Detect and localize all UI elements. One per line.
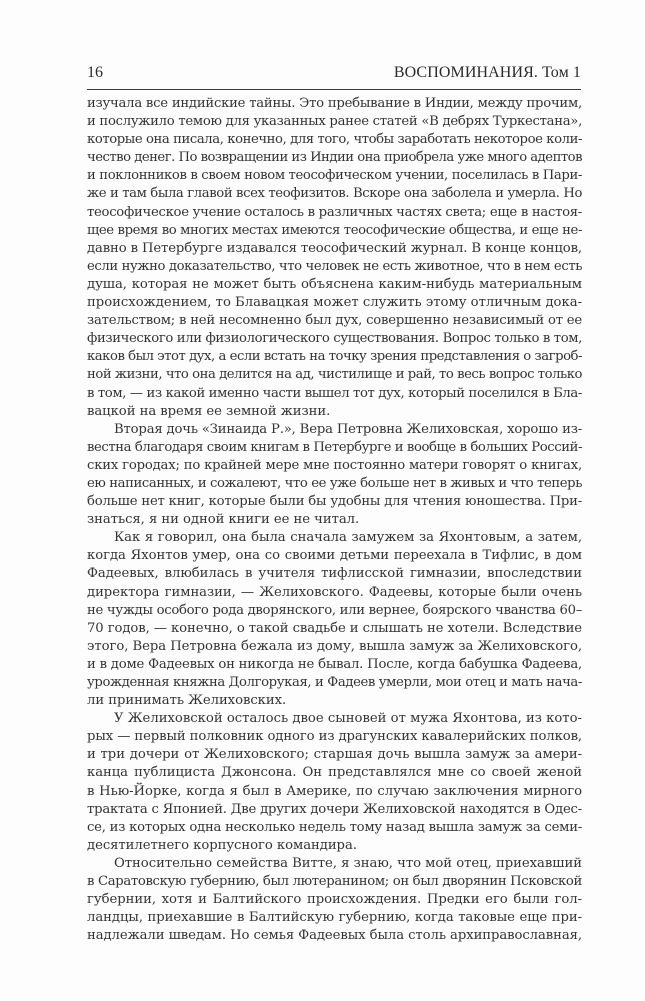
- text-line: же и там была главой всех теофизитов. Вскоре она заболела и умерла. Но: [87, 186, 583, 202]
- text-line: директора гимназии, — Желиховского. Фадеевы, которые были очень: [87, 584, 582, 600]
- paragraph: [87, 529, 582, 710]
- text-line: которые она писала, конечно, для того, чтобы заработать некоторое коли-: [87, 132, 582, 148]
- text-line: ной жизни, что она делится на ад, чистилище и рай, то весь вопрос только: [87, 367, 583, 383]
- book-title-text: ВОСПОМИНАНИЯ.: [393, 64, 538, 81]
- text-line: и три дочери от Желиховского; старшая дочь вышла замуж за амери-: [87, 747, 582, 763]
- text-line: и в доме Фадеевых он никогда не бывал. После, когда бабушка Фадеева,: [87, 656, 583, 672]
- text-line: больше нет книг, которые были бы удобны для чтения юношества. При-: [87, 494, 582, 510]
- text-line: Относительно семейства Витте, я знаю, что мой отец, приехавший: [114, 855, 583, 871]
- text-line: десятилетнего корпусного командира.: [87, 837, 357, 853]
- page-number: 16: [87, 64, 103, 81]
- text-line: губернии, хотя и Балтийского происхождения. Предки его были гол-: [87, 892, 582, 908]
- text-line: в Саратовскую губернию, был лютеранином; он был дворянин Псковской: [87, 874, 582, 890]
- paragraph: [87, 855, 582, 945]
- text-line: надлежали шведам. Но семья Фадеевых была столь архиправославная,: [87, 928, 582, 944]
- text-line: давно в Петербурге издавался теософический журнал. В конце концов,: [87, 240, 582, 256]
- text-line: этого, Вера Петровна бежала из дому, вышла замуж за Желиховского,: [87, 638, 582, 654]
- text-line: ландцы, приехавшие в Балтийскую губернию, когда таковые еще при-: [87, 910, 582, 926]
- text-line: каков был этот дух, а если встать на точку зрения представления о загроб-: [87, 349, 583, 365]
- text-line: в том, — из какой именно части вышел тот дух, который поселился в Бла-: [87, 385, 582, 401]
- text-line: щее время во многих местах имеются теософические общества, и еще не-: [87, 222, 583, 238]
- text-line: чество денег. По возвращении из Индии она приобрела уже много адептов: [87, 150, 582, 166]
- text-line: и послужило темою для указанных ранее статей «В дебрях Туркестана»,: [87, 114, 582, 130]
- running-head: [87, 63, 581, 85]
- text-line: У Желиховской осталось двое сыновей от мужа Яхонтова, из кото-: [114, 711, 582, 727]
- text-line: происхождением, то Блавацкая может служить этому отличным дока-: [87, 295, 583, 311]
- paragraph: [87, 710, 582, 855]
- book-title: [394, 63, 581, 83]
- text-line: ею написанных, и сожалеют, что ее уже больше нет в живых и что теперь: [87, 475, 582, 491]
- text-line: се, из которых одна несколько недель тому назад вышла замуж за семи-: [87, 819, 582, 835]
- text-line: Фадеевых, влюбилась в учителя тифлисской гимназии, впоследствии: [87, 566, 582, 582]
- text-line: рых — первый полковник одного из драгунских кавалерийских полков,: [87, 729, 582, 745]
- paragraph: [87, 95, 582, 421]
- text-line: вестна благодаря своим книгам в Петербурге и вообще в больших Россий-: [87, 439, 583, 455]
- text-line: физического или физиологического существования. Вопрос только в том,: [87, 331, 582, 347]
- text-line: вацкой на время ее земной жизни.: [87, 403, 331, 419]
- text-line: знаться, я ни одной книги ее не читал.: [87, 512, 360, 528]
- text-line: если нужно доказательство, что человек не есть животное, что в нем есть: [87, 258, 583, 274]
- text-line: когда Яхонтов умер, она со своими детьми переехала в Тифлис, в дом: [87, 548, 582, 564]
- text-line: теософическое учение осталось в различных частях света; еще в настоя-: [87, 204, 582, 220]
- text-line: в Нью-Йорке, когда я был в Америке, по случаю заключения мирного: [87, 783, 582, 799]
- text-line: не чужды особого рода дворянского, или вернее, боярского чванства 60–: [87, 602, 583, 618]
- text-line: зательством; в ней несомненно был дух, совершенно независимый от ее: [87, 313, 583, 329]
- text-line: ских городах; по крайней мере мне постоянно матери говорят о книгах,: [87, 457, 582, 473]
- text-line: душа, которая не может быть объяснена каким-нибудь материальным: [87, 276, 582, 292]
- text-line: урожденная княжна Долгорукая, и Фадеев умерли, мои отец и мать нача-: [87, 675, 582, 690]
- text-line: канца публициста Джонсона. Он представлялся мне со своей женой: [87, 765, 582, 781]
- text-line: Вторая дочь «Зинаида Р.», Вера Петровна Желиховская, хорошо из-: [114, 421, 583, 437]
- header-rule: [87, 89, 581, 90]
- text-line: трактата с Японией. Две других дочери Желиховской находятся в Одес-: [87, 801, 582, 817]
- text-line: изучала все индийские тайны. Это пребывание в Индии, между прочим,: [87, 96, 582, 111]
- body-text: [87, 95, 582, 945]
- text-line: и поклонников в своем новом теософическом учении, поселилась в Пари-: [87, 168, 582, 184]
- text-line: Как я говорил, она была сначала замужем за Яхонтовым, а затем,: [114, 530, 582, 546]
- text-line: ли принимать Желиховских.: [87, 693, 287, 709]
- text-line: 70 годов, — конечно, о такой свадьбе и слышать не хотели. Вследствие: [87, 620, 582, 636]
- paragraph: [87, 421, 582, 530]
- volume-label: Том 1: [542, 64, 581, 81]
